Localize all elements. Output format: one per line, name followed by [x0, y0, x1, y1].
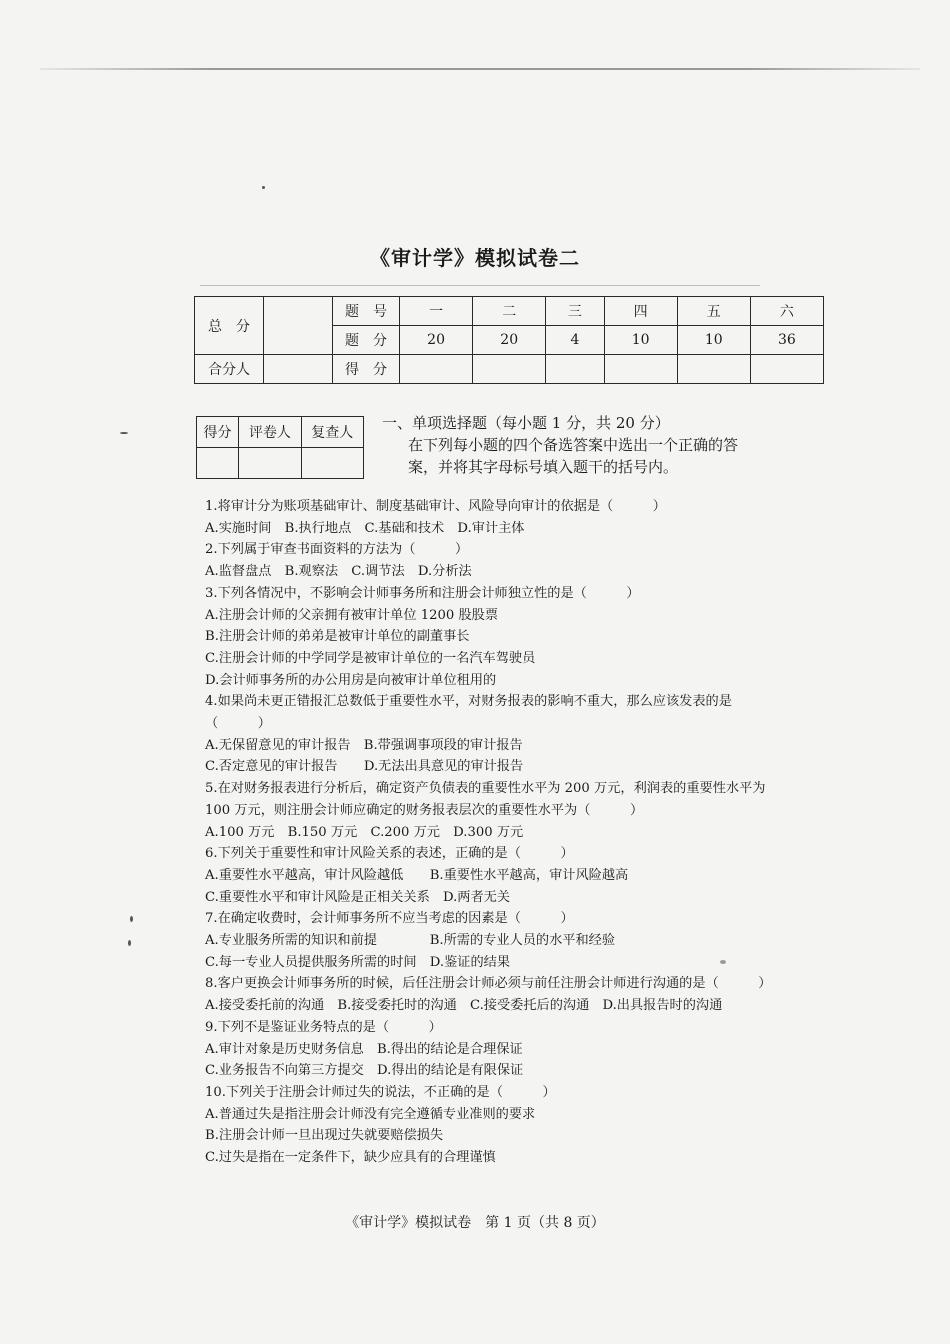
row-label-question-no: 题 号	[333, 297, 400, 326]
scan-speck	[128, 940, 131, 946]
section-heading: 一、单项选择题（每小题 1 分，共 20 分）	[382, 414, 670, 432]
points-cell: 10	[677, 326, 750, 355]
question-line: 2.下列属于审查书面资料的方法为（ ）	[205, 542, 469, 558]
score-cell	[604, 355, 677, 384]
question-line: 4.如果尚未更正错报汇总数低于重要性水平，对财务报表的影响不重大，那么应该发表的是	[205, 694, 732, 710]
scan-speck	[130, 916, 133, 922]
question-line: 10.下列关于注册会计师过失的说法，不正确的是（ ）	[205, 1084, 556, 1100]
total-score-label: 总 分	[195, 297, 264, 355]
question-line: 5.在对财务报表进行分析后，确定资产负债表的重要性水平为 200 万元，利润表的重要性水平为	[205, 781, 766, 797]
question-line: 8.客户更换会计师事务所的时候，后任注册会计师必须与前任注册会计师进行沟通的是（ ）	[205, 976, 772, 992]
grader-header-grader: 评卷人	[239, 417, 301, 448]
score-table-row	[195, 297, 824, 326]
question-line: A.注册会计师的父亲拥有被审计单位 1200 股股票	[205, 607, 499, 623]
question-line: D.会计师事务所的办公用房是向被审计单位租用的	[205, 672, 497, 688]
score-cell	[750, 355, 823, 384]
scan-speck	[720, 960, 726, 964]
question-line: A.实施时间 B.执行地点 C.基础和技术 D.审计主体	[205, 520, 525, 536]
section-instruction: 案，并将其字母标号填入题干的括号内。	[408, 458, 679, 476]
grader-blank-cell	[301, 448, 363, 479]
question-line: A.重要性水平越高，审计风险越低 B.重要性水平越高，审计风险越高	[205, 867, 629, 883]
scan-speck	[120, 432, 128, 434]
question-line: 7.在确定收费时，会计师事务所不应当考虑的因素是（ ）	[205, 911, 574, 927]
question-line: A.监督盘点 B.观察法 C.调节法 D.分析法	[205, 564, 472, 580]
question-line: 100 万元，则注册会计师应确定的财务报表层次的重要性水平为（ ）	[205, 802, 644, 818]
section-heading-block	[382, 412, 738, 478]
grader-table	[196, 416, 364, 479]
question-line: 6.下列关于重要性和审计风险关系的表述，正确的是（ ）	[205, 846, 574, 862]
question-line: （ ）	[205, 716, 271, 732]
question-list	[205, 496, 830, 1169]
row-label-score: 得 分	[333, 355, 400, 384]
total-score-cell	[264, 297, 333, 355]
score-cell	[400, 355, 473, 384]
header-cell: 三	[546, 297, 604, 326]
scan-speck	[262, 186, 265, 189]
points-cell: 4	[546, 326, 604, 355]
question-line: C.否定意见的审计报告 D.无法出具意见的审计报告	[205, 759, 524, 775]
points-cell: 36	[750, 326, 823, 355]
header-cell: 二	[473, 297, 546, 326]
scan-edge-line	[40, 68, 920, 70]
question-line: C.重要性水平和审计风险是正相关关系 D.两者无关	[205, 889, 511, 905]
question-line: 1.将审计分为账项基础审计、制度基础审计、风险导向审计的依据是（ ）	[205, 499, 666, 514]
question-line: 9.下列不是鉴证业务特点的是（ ）	[205, 1019, 442, 1035]
question-line: 3.下列各情况中，不影响会计师事务所和注册会计师独立性的是（ ）	[205, 585, 640, 601]
question-line: B.注册会计师的弟弟是被审计单位的副董事长	[205, 629, 470, 645]
question-line: A.审计对象是历史财务信息 B.得出的结论是合理保证	[205, 1041, 523, 1057]
question-line: A.普通过失是指注册会计师没有完全遵循专业准则的要求	[205, 1106, 536, 1122]
page-footer: 《审计学》模拟试卷 第 1 页（共 8 页）	[345, 1215, 605, 1231]
question-line: B.注册会计师一旦出现过失就要赔偿损失	[205, 1128, 444, 1144]
grader-blank-cell	[239, 448, 301, 479]
score-table-row	[195, 355, 824, 384]
question-line: A.专业服务所需的知识和前提 B.所需的专业人员的水平和经验	[205, 933, 616, 949]
header-cell: 六	[750, 297, 823, 326]
row-label-points: 题 分	[333, 326, 400, 355]
score-cell	[546, 355, 604, 384]
exam-title: 《审计学》模拟试卷二	[370, 246, 580, 270]
combiner-label: 合分人	[195, 355, 264, 384]
combiner-cell	[264, 355, 333, 384]
grader-blank-cell	[197, 448, 239, 479]
section-instruction: 在下列每小题的四个备选答案中选出一个正确的答	[408, 436, 739, 454]
header-cell: 一	[400, 297, 473, 326]
grader-header-row	[197, 417, 364, 448]
question-line: C.过失是指在一定条件下，缺少应具有的合理谨慎	[205, 1150, 496, 1166]
header-cell: 四	[604, 297, 677, 326]
question-line: C.注册会计师的中学同学是被审计单位的一名汽车驾驶员	[205, 650, 536, 666]
points-cell: 20	[400, 326, 473, 355]
title-divider	[200, 285, 760, 286]
points-cell: 20	[473, 326, 546, 355]
grader-header-score: 得分	[197, 417, 239, 448]
score-cell	[677, 355, 750, 384]
grader-blank-row	[197, 448, 364, 479]
grader-header-reviewer: 复查人	[301, 417, 363, 448]
score-table	[194, 296, 824, 384]
question-line: A.100 万元 B.150 万元 C.200 万元 D.300 万元	[205, 824, 524, 840]
points-cell: 10	[604, 326, 677, 355]
question-line: C.业务报告不向第三方提交 D.得出的结论是有限保证	[205, 1063, 524, 1079]
header-cell: 五	[677, 297, 750, 326]
question-line: C.每一专业人员提供服务所需的时间 D.鉴证的结果	[205, 954, 511, 970]
question-line: A.无保留意见的审计报告 B.带强调事项段的审计报告	[205, 737, 523, 753]
question-line: A.接受委托前的沟通 B.接受委托时的沟通 C.接受委托后的沟通 D.出具报告时的沟通	[205, 998, 723, 1014]
score-cell	[473, 355, 546, 384]
